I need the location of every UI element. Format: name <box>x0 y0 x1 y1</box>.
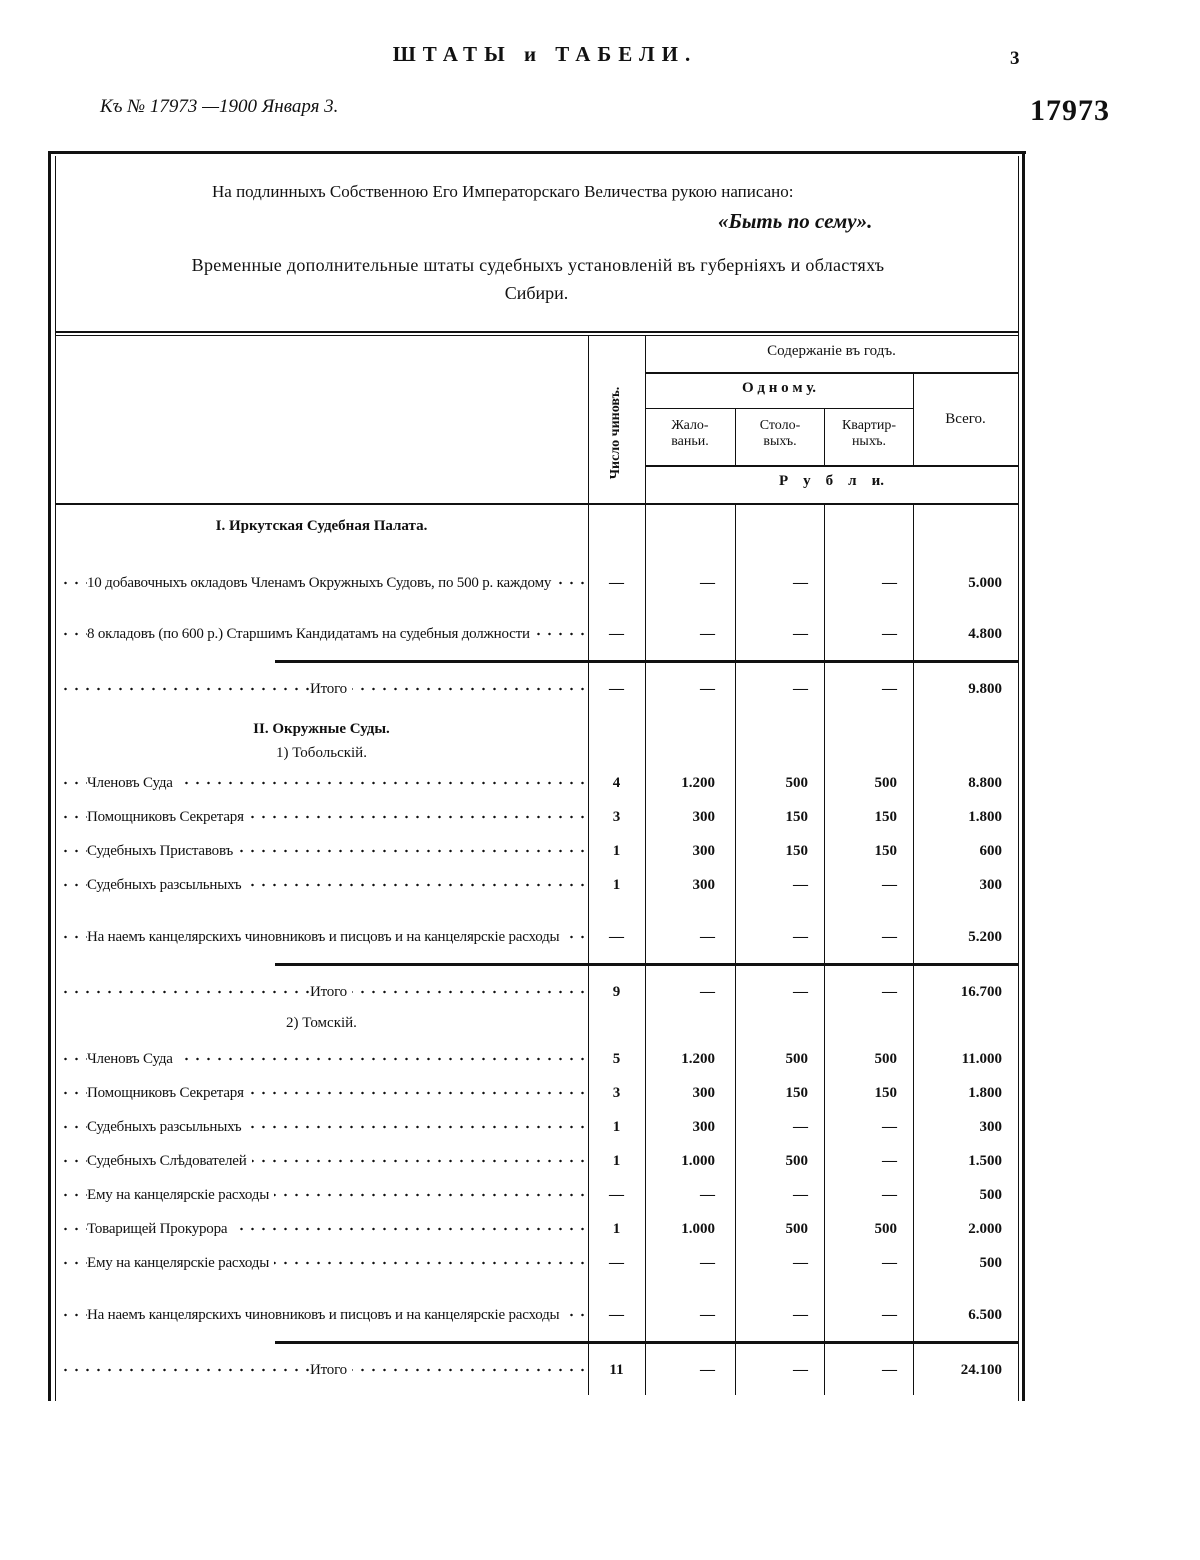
cell-count: 1 <box>612 1153 621 1169</box>
row-label <box>55 1220 588 1238</box>
row-label-text: На наемъ канцелярскихъ чиновниковъ и писцовъ и на канцелярскіе расходы <box>87 1307 564 1323</box>
cell-quarters: 150 <box>874 809 897 825</box>
row-label <box>55 625 588 643</box>
row-label <box>55 983 588 1001</box>
cell-quarters: — <box>882 1362 897 1378</box>
row-label <box>55 1306 588 1324</box>
row-label <box>55 774 588 792</box>
table-row <box>55 1254 1018 1272</box>
cell-salary: — <box>700 1307 715 1323</box>
row-label <box>55 574 588 592</box>
cell-salary: — <box>700 575 715 591</box>
total-row <box>55 680 1018 698</box>
cell-total: 600 <box>979 843 1002 859</box>
cell-quarters: — <box>882 1119 897 1135</box>
cell-quarters: — <box>882 929 897 945</box>
row-label <box>55 1152 588 1170</box>
total-rule <box>275 660 1018 663</box>
cell-salary: 300 <box>692 877 715 893</box>
cell-salary: — <box>700 1362 715 1378</box>
cell-quarters: 500 <box>874 1221 897 1237</box>
cell-total: 5.200 <box>968 929 1002 945</box>
cell-table-money: — <box>793 929 808 945</box>
cell-salary: — <box>700 929 715 945</box>
row-label-text: Судебныхъ разсыльныхъ <box>87 877 246 893</box>
table-row <box>55 625 1018 643</box>
cell-count: 3 <box>612 809 621 825</box>
cell-total: 4.800 <box>968 626 1002 642</box>
header-per-person: О д н о м у. <box>741 380 817 396</box>
row-label-text: Ему на канцелярскіе расходы <box>87 1187 274 1203</box>
cell-table-money: — <box>793 877 808 893</box>
total-row <box>55 983 1018 1001</box>
row-label-text: Товарищей Прокурора <box>87 1221 232 1237</box>
cell-table-money: — <box>793 1187 808 1203</box>
cell-count: — <box>609 1187 624 1203</box>
cell-table-money: — <box>793 1307 808 1323</box>
row-label <box>55 928 588 946</box>
cell-quarters: — <box>882 626 897 642</box>
subsection-heading: 2) Томскій. <box>286 1015 357 1031</box>
imperial-note: На подлинныхъ Собственною Его Императорскаго Величества рукою написано: <box>212 182 794 201</box>
row-label-text: 10 добавочныхъ окладовъ Членамъ Окружныхъ Судовъ, по 500 р. каждому <box>87 575 556 591</box>
cell-quarters: 150 <box>874 843 897 859</box>
table-row <box>55 574 1018 592</box>
cell-count: 1 <box>612 1221 621 1237</box>
row-label <box>55 876 588 894</box>
cell-salary: — <box>700 1255 715 1271</box>
cell-salary: 1.200 <box>681 775 715 791</box>
page-number: 3 <box>1010 48 1020 69</box>
row-label <box>55 1118 588 1136</box>
row-label <box>55 1186 588 1204</box>
cell-total: 11.000 <box>961 1051 1002 1067</box>
table-row <box>55 876 1018 894</box>
table-row <box>55 1084 1018 1102</box>
table-row <box>55 928 1018 946</box>
row-label-text: Ему на канцелярскіе расходы <box>87 1255 274 1271</box>
cell-table-money: 150 <box>785 809 808 825</box>
cell-quarters: — <box>882 575 897 591</box>
cell-salary: 300 <box>692 1085 715 1101</box>
cell-table-money: 500 <box>785 1153 808 1169</box>
cell-table-money: — <box>793 1119 808 1135</box>
cell-count: — <box>609 1255 624 1271</box>
row-label <box>55 808 588 826</box>
row-label <box>55 680 588 698</box>
table-row <box>55 1118 1018 1136</box>
cell-count: 4 <box>612 775 621 791</box>
row-label <box>55 1254 588 1272</box>
table-row <box>55 808 1018 826</box>
row-label-text: Помощниковъ Секретаря <box>87 1085 249 1101</box>
law-reference: Къ № 17973 —1900 Января 3. <box>100 96 339 117</box>
cell-salary: 300 <box>692 843 715 859</box>
total-rule <box>275 1341 1018 1344</box>
row-label <box>55 842 588 860</box>
table-row <box>55 842 1018 860</box>
subsection-heading: 1) Тобольскій. <box>276 745 367 761</box>
cell-quarters: — <box>882 1307 897 1323</box>
cell-total: 8.800 <box>968 775 1002 791</box>
cell-quarters: — <box>882 877 897 893</box>
cell-count: — <box>609 929 624 945</box>
row-label <box>55 1084 588 1102</box>
cell-salary: 1.000 <box>681 1221 715 1237</box>
document-title: Временные дополнительные штаты судебныхъ установленій въ губерніяхъ и областяхъ <box>191 255 885 275</box>
table-row <box>55 1306 1018 1324</box>
cell-count: — <box>609 681 624 697</box>
cell-count: 1 <box>612 877 621 893</box>
cell-salary: — <box>700 626 715 642</box>
cell-table-money: — <box>793 984 808 1000</box>
header-salary: Жало-ваньи. <box>671 418 709 449</box>
cell-quarters: — <box>882 984 897 1000</box>
cell-quarters: — <box>882 681 897 697</box>
table-row <box>55 1050 1018 1068</box>
section-heading: II. Окружные Суды. <box>253 721 390 737</box>
cell-salary: 300 <box>692 1119 715 1135</box>
row-label-text: Судебныхъ Приставовъ <box>87 843 238 859</box>
row-label-text: Итого <box>310 984 352 1000</box>
header-count: Число чиновъ. <box>608 386 623 480</box>
row-label-text: Судебныхъ разсыльныхъ <box>87 1119 246 1135</box>
section-heading: I. Иркутская Судебная Палата. <box>215 518 428 534</box>
header-annual-pay: Содержаніе въ годъ. <box>767 343 896 359</box>
cell-total: 2.000 <box>968 1221 1002 1237</box>
header-unit-rubles: Р у б л и. <box>779 473 884 489</box>
table-row <box>55 1152 1018 1170</box>
cell-table-money: — <box>793 681 808 697</box>
header-table-money: Столо-выхъ. <box>759 418 801 449</box>
cell-count: 1 <box>612 1119 621 1135</box>
cell-total: 24.100 <box>960 1362 1002 1378</box>
header-total: Всего. <box>945 411 986 427</box>
cell-count: 1 <box>612 843 621 859</box>
cell-table-money: — <box>793 575 808 591</box>
cell-total: 6.500 <box>968 1307 1002 1323</box>
row-label-text: Членовъ Суда <box>87 1051 178 1067</box>
total-rule <box>275 963 1018 966</box>
cell-table-money: — <box>793 1255 808 1271</box>
cell-quarters: — <box>882 1255 897 1271</box>
cell-table-money: 500 <box>785 775 808 791</box>
cell-count: 11 <box>609 1362 624 1378</box>
cell-salary: 1.000 <box>681 1153 715 1169</box>
table-row <box>55 1220 1018 1238</box>
header-quarters: Квартир-ныхъ. <box>841 418 897 449</box>
cell-total: 500 <box>979 1187 1002 1203</box>
row-label-text: Помощниковъ Секретаря <box>87 809 249 825</box>
cell-total: 1.500 <box>968 1153 1002 1169</box>
running-title: ШТАТЫ и ТАБЕЛИ. <box>392 42 698 66</box>
law-number: 17973 <box>1030 94 1110 127</box>
cell-total: 9.800 <box>968 681 1002 697</box>
row-label-text: 8 окладовъ (по 600 р.) Старшимъ Кандидатамъ на судебныя должности <box>87 626 535 642</box>
row-label-text: Итого <box>310 681 352 697</box>
cell-count: 5 <box>612 1051 621 1067</box>
cell-count: 9 <box>612 984 621 1000</box>
cell-table-money: — <box>793 626 808 642</box>
cell-table-money: 150 <box>785 1085 808 1101</box>
imperial-resolution: «Быть по сему». <box>718 209 873 233</box>
cell-quarters: 150 <box>874 1085 897 1101</box>
cell-salary: — <box>700 1187 715 1203</box>
cell-count: — <box>609 575 624 591</box>
cell-total: 16.700 <box>960 984 1002 1000</box>
total-row <box>55 1361 1018 1379</box>
cell-table-money: 500 <box>785 1221 808 1237</box>
cell-total: 5.000 <box>968 575 1002 591</box>
cell-salary: — <box>700 681 715 697</box>
cell-salary: 300 <box>692 809 715 825</box>
cell-table-money: 500 <box>785 1051 808 1067</box>
table-row <box>55 774 1018 792</box>
cell-salary: 1.200 <box>681 1051 715 1067</box>
table-row <box>55 1186 1018 1204</box>
row-label <box>55 1361 588 1379</box>
cell-count: 3 <box>612 1085 621 1101</box>
cell-quarters: 500 <box>874 775 897 791</box>
cell-total: 300 <box>979 877 1002 893</box>
cell-count: — <box>609 626 624 642</box>
cell-salary: — <box>700 984 715 1000</box>
row-label <box>55 1050 588 1068</box>
cell-table-money: 150 <box>785 843 808 859</box>
cell-count: — <box>609 1307 624 1323</box>
cell-total: 300 <box>979 1119 1002 1135</box>
document-title-line2: Сибири. <box>504 283 569 303</box>
cell-total: 1.800 <box>968 1085 1002 1101</box>
cell-quarters: — <box>882 1153 897 1169</box>
cell-quarters: 500 <box>874 1051 897 1067</box>
row-label-text: Итого <box>310 1362 352 1378</box>
row-label-text: Членовъ Суда <box>87 775 178 791</box>
row-label-text: Судебныхъ Слѣдователей <box>87 1153 252 1169</box>
cell-quarters: — <box>882 1187 897 1203</box>
cell-total: 500 <box>979 1255 1002 1271</box>
cell-table-money: — <box>793 1362 808 1378</box>
cell-total: 1.800 <box>968 809 1002 825</box>
row-label-text: На наемъ канцелярскихъ чиновниковъ и писцовъ и на канцелярскіе расходы <box>87 929 564 945</box>
